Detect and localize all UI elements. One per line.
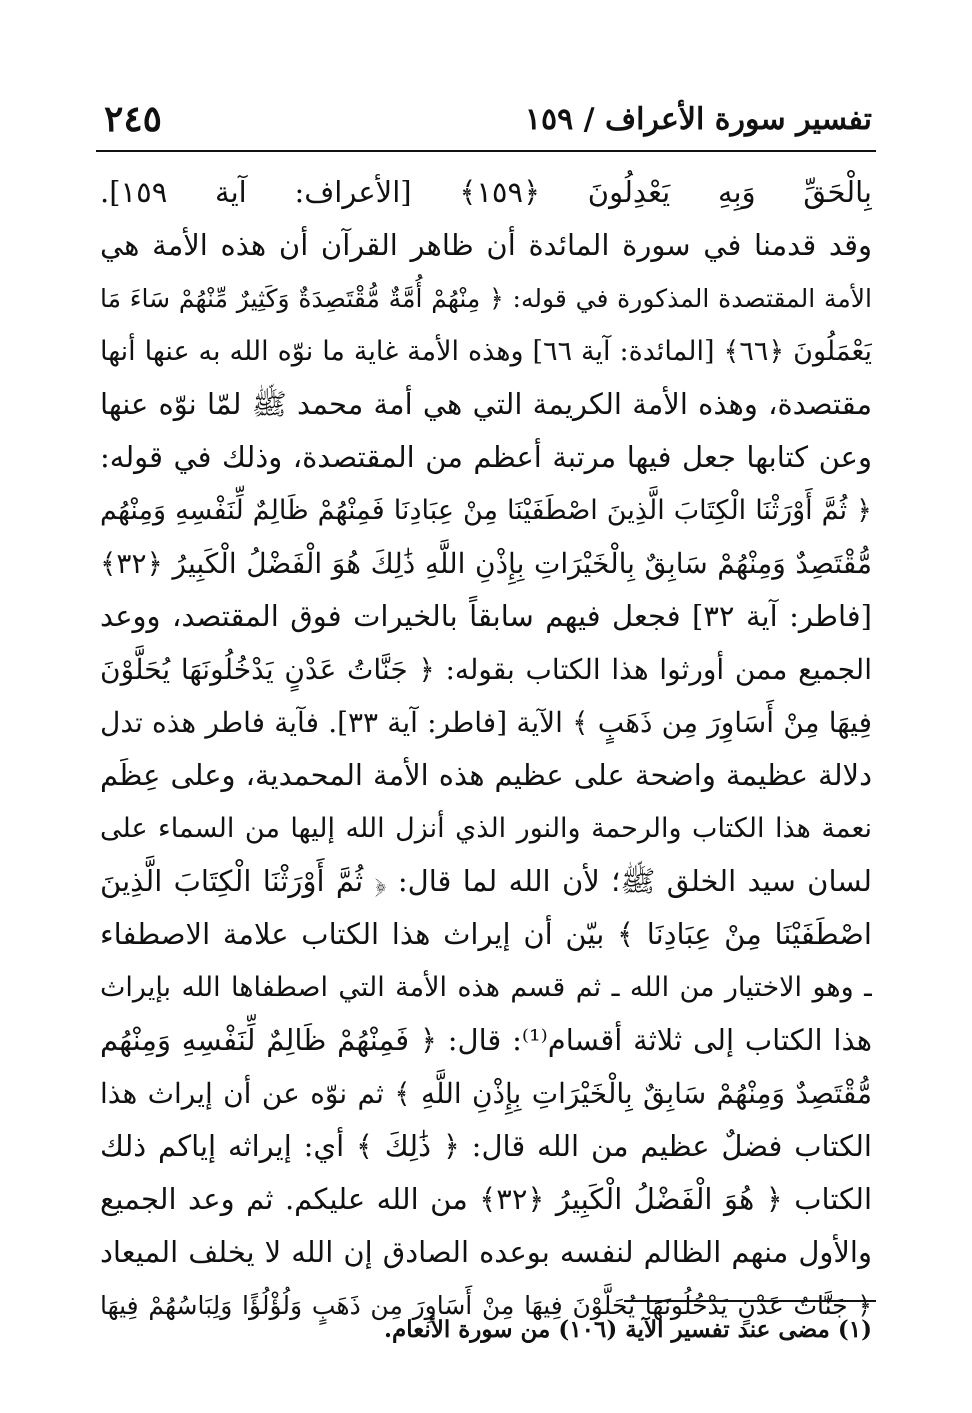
footnote: (١) مضى عند تفسير الآية (١٠٦) من سورة الأنعام. — [383, 1316, 872, 1343]
text-line: هذا الكتاب إلى ثلاثة أقسام⁽¹⁾: قال: ﴿ فَمِنْهُمْ ظَالِمٌ لِّنَفْسِهِ وَمِنْهُم — [100, 1023, 872, 1057]
page-header — [96, 96, 876, 148]
text-line: مُّقْتَصِدٌ وَمِنْهُمْ سَابِقٌ بِالْخَيْرَاتِ بِإِذْنِ اللَّهِ ﴾ ثم نوّه عن أن إيراث هذا — [100, 1077, 872, 1110]
text-line: الجميع ممن أورثوا هذا الكتاب بقوله: ﴿ جَنَّاتُ عَدْنٍ يَدْخُلُونَهَا يُحَلَّوْنَ — [100, 653, 872, 686]
text-line: نعمة هذا الكتاب والرحمة والنور الذي أنزل الله إليها من السماء على — [100, 813, 872, 844]
text-line: وعن كتابها جعل فيها مرتبة أعظم من المقتصدة، وذلك في قوله: — [100, 440, 872, 474]
text-line: مُّقْتَصِدٌ وَمِنْهُمْ سَابِقٌ بِالْخَيْرَاتِ بِإِذْنِ اللَّهِ ذَٰلِكَ هُوَ الْفَضْلُ الْكَبِيرُ ﴿٣٢﴾ — [100, 547, 872, 580]
text-line: الأمة المقتصدة المذكورة في قوله: ﴿ مِنْهُمْ أُمَّةٌ مُّقْتَصِدَةٌ وَكَثِيرٌ مِّنْهُمْ سَاءَ مَا — [100, 284, 872, 313]
footnote-divider — [624, 1300, 876, 1302]
text-line: ﴿ ثُمَّ أَوْرَثْنَا الْكِتَابَ الَّذِينَ اصْطَفَيْنَا مِنْ عِبَادِنَا فَمِنْهُمْ ظَالِمٌ لِّنَفْسِهِ وَمِنْهُم — [100, 495, 872, 526]
header-divider — [96, 150, 876, 152]
page-number: ٢٤٥ — [104, 98, 163, 140]
text-line: ﴿ جَنَّاتُ عَدْنٍ يَدْخُلُونَهَا يُحَلَّوْنَ فِيهَا مِنْ أَسَاوِرَ مِن ذَهَبٍ وَلُؤْلُؤًا وَلِبَاسُهُمْ فِيهَا — [100, 1291, 872, 1320]
text-line: يَعْمَلُونَ ﴿٦٦﴾ [المائدة: آية ٦٦] وهذه الأمة غاية ما نوّه الله به عنها أنها — [100, 336, 872, 367]
text-line: لسان سيد الخلق ﷺ؛ لأن الله لما قال: ﴿ ثُمَّ أَوْرَثْنَا الْكِتَابَ الَّذِينَ — [100, 864, 872, 898]
text-line: فِيهَا مِنْ أَسَاوِرَ مِن ذَهَبٍ ﴾ الآية [فاطر: آية ٣٣]. فآية فاطر هذه تدل — [100, 706, 872, 739]
text-line: بِالْحَقِّ وَبِهِ يَعْدِلُونَ ﴿١٥٩﴾ [الأعراف: آية ١٥٩]. — [100, 175, 872, 209]
text-line: [فاطر: آية ٣٢] فجعل فيهم سابقاً بالخيرات فوق المقتصد، ووعد — [100, 599, 872, 633]
main-text — [100, 166, 872, 1332]
text-line: وقد قدمنا في سورة المائدة أن ظاهر القرآن أن هذه الأمة هي — [100, 228, 872, 262]
text-line: والأول منهم الظالم لنفسه بوعده الصادق إن الله لا يخلف الميعاد — [100, 1235, 872, 1269]
text-line: ـ وهو الاختيار من الله ـ ثم قسم هذه الأمة التي اصطفاها الله بإيراث — [100, 972, 872, 1003]
text-line: مقتصدة، وهذه الأمة الكريمة التي هي أمة محمد ﷺ لمّا نوّه عنها — [100, 387, 872, 421]
text-line: الكتاب ﴿ هُوَ الْفَضْلُ الْكَبِيرُ ﴿٣٢﴾ من الله عليكم. ثم وعد الجميع — [100, 1182, 872, 1216]
text-line: اصْطَفَيْنَا مِنْ عِبَادِنَا ﴾ بيّن أن إيراث هذا الكتاب علامة الاصطفاء — [100, 917, 872, 951]
text-line: الكتاب فضلٌ عظيم من الله قال: ﴿ ذَٰلِكَ ﴾ أي: إيراثه إياكم ذلك — [100, 1129, 872, 1163]
running-title: تفسير سورة الأعراف / ١٥٩ — [524, 102, 872, 137]
text-line: دلالة عظيمة واضحة على عظيم هذه الأمة المحمدية، وعلى عِظَم — [100, 758, 872, 792]
